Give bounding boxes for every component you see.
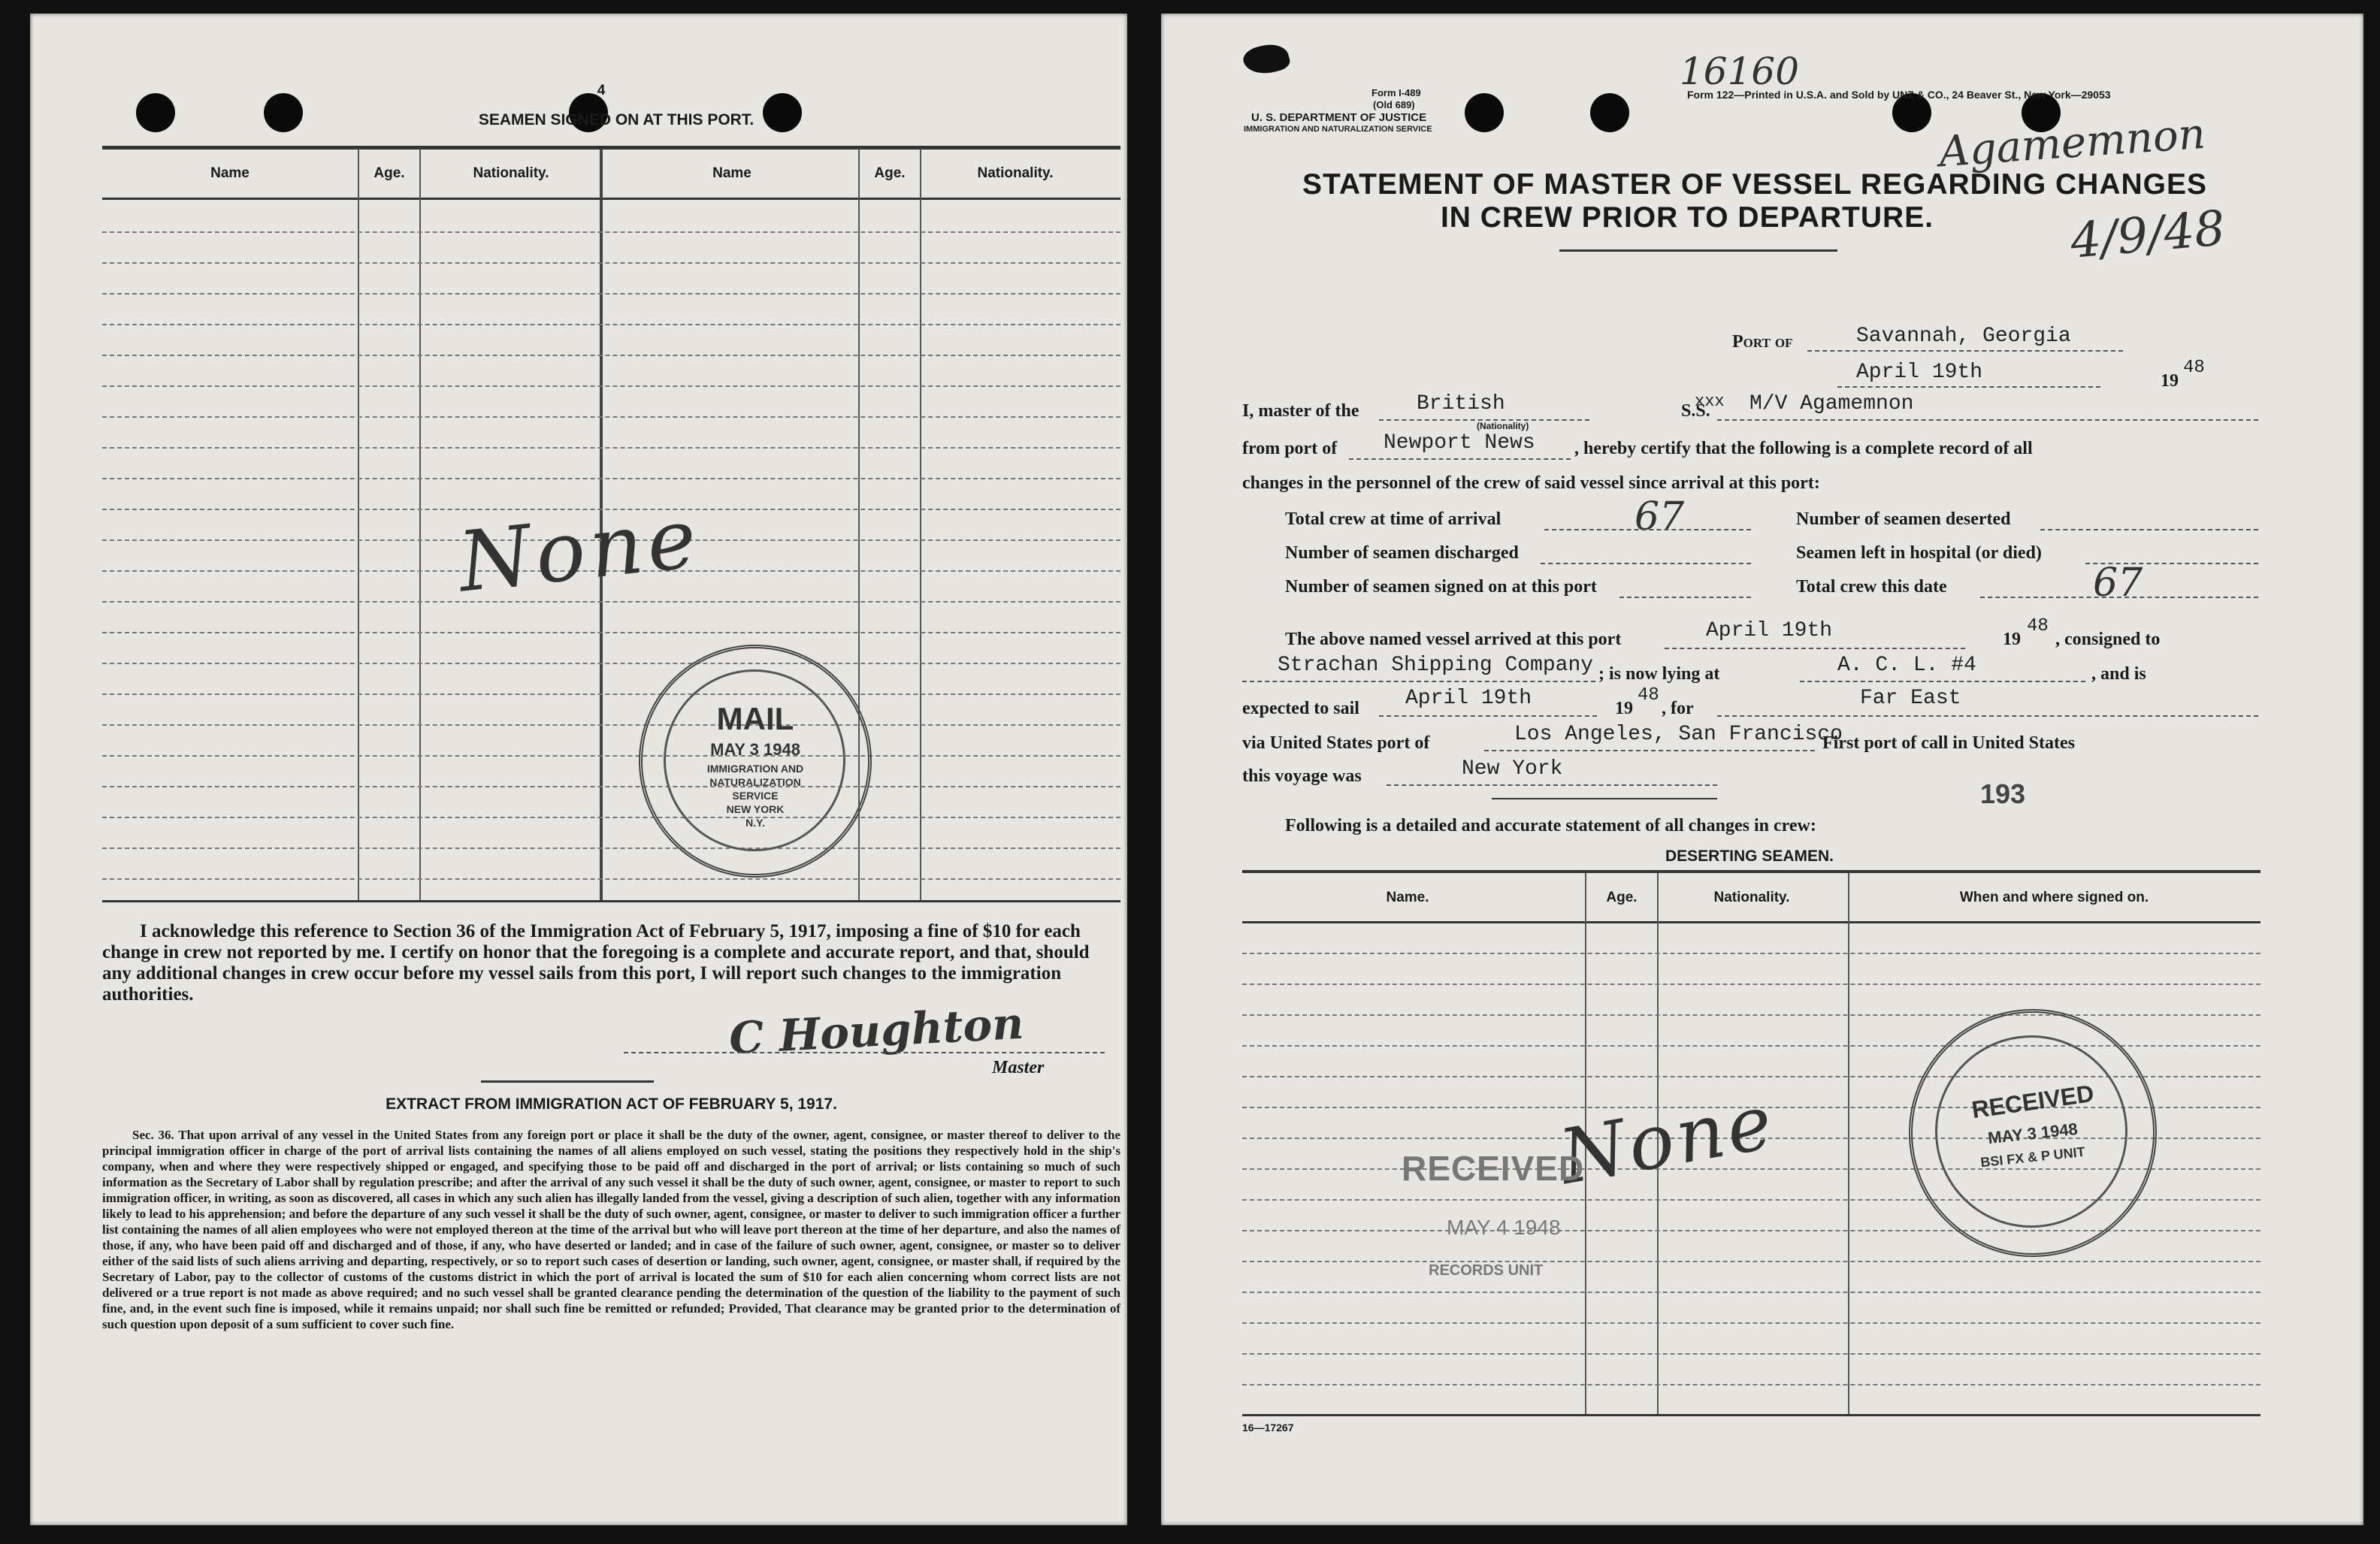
punch-hole [1465,93,1504,132]
table-row [102,416,1120,418]
deserting-table-bottom-rule [1242,1414,2261,1416]
table-row [102,817,1120,818]
stamp-line: NEW YORK [726,803,785,815]
ink-blot [1241,40,1292,79]
lying-label: ; is now lying at [1598,664,1720,684]
table-row [102,293,1120,295]
field-line [1484,750,1815,751]
column-header: Age. [874,165,906,181]
voyage-value: New York [1462,757,1563,781]
stamp-unit: BSI FX & P UNIT [1979,1144,2086,1171]
table-row [102,755,1120,757]
handwritten-none: None [1553,1077,1782,1202]
consigned-label: , consigned to [2055,630,2161,649]
table-row [102,601,1120,603]
table-row [102,663,1120,664]
field-line [1349,458,1571,460]
stamp-title: MAIL [716,701,794,736]
table-row [102,786,1120,787]
changes-text: changes in the personnel of the crew of said vessel since arrival at this port: [1242,473,1820,493]
table-header-rule [102,198,1120,200]
extract-text: Sec. 36. That upon arrival of any vessel in the United States from any foreign port or place it shall be the duty of the owner, agent, consignee, or master thereof to deliver to the principal immigration officer in charge of the port of arrival lists containing the names of all aliens employed on such vessel, stating the positions they respectively hold in the ship's company, when and where they were respectively shipped or engaged, and specifying those to be paid off and discharged in the port of arrival; or lists containing so much of such information as the Secretary of Labor shall by regulation prescribe; and after the arrival of any such vessel it shall be the duty of such owner, agent, consignee, or master to report to such immigration officer, in writing, as soon as discovered, all cases in which any such alien has illegally landed from the vessel, giving a description of such alien, together with any information likely to lead to his apprehension; and before the departure of any such vessel it shall be the duty of such owner, agent, consignee, or master to deliver to such immigration officer a further list containing the names of all alien employees who were not employed thereon at the time of the arrival but who will leave port thereon at the time of her departure, and also the names of those, if any, who have been paid off and discharged and of those, if any, who have deserted or landed; and in case of the failure of such owner, agent, consignee, or master so to deliver either of the said lists of such aliens arriving and departing, respectively, or so to report such cases of desertion or landing, such owner, agent, consignee, or master shall, if required by the Secretary of Labor, pay to the collector of customs of the customs district in which the port of arrival is located the sum of $10 for each alien concerning whom correct lists are not delivered or a true report is not made as above required; and no such vessel shall be granted clearance pending the determination of the question of the liability to the payment of such fine, and, in the event such fine is imposed, while it remains unpaid; nor shall such fine be remitted or refunded; Provided, That clearance may be granted prior to the determination of such question upon deposit of a sum sufficient to cover such fine. [102,1128,1120,1331]
stamp-line: SERVICE [732,790,779,802]
table-row [1242,1292,2261,1293]
nationality-caption: (Nationality) [1477,421,1529,431]
column-header: Nationality. [1713,890,1790,905]
handwritten-file-number: 16160 [1680,50,1800,93]
field-line [1619,597,1751,598]
column-header: Nationality. [977,165,1054,181]
column-divider [358,149,359,900]
nationality-value: British [1417,392,1505,415]
field-line [1541,563,1751,564]
left-page [30,14,1127,1525]
field-line [1717,715,2258,717]
sail-label: expected to sail [1242,699,1359,718]
column-header: Name [210,165,249,181]
port-label: Port of [1732,332,1793,352]
table-row [102,262,1120,264]
destination-value: Far East [1860,687,1961,710]
table-row [102,447,1120,449]
received-stamp-unit: RECORDS UNIT [1429,1262,1544,1279]
voyage-label: this voyage was [1242,766,1362,786]
department-name: U. S. DEPARTMENT OF JUSTICE [1251,111,1427,124]
table-row [102,632,1120,633]
vessel-value: M/V Agamemnon [1749,392,1914,415]
total-date-label: Total crew this date [1796,577,1947,597]
column-header: Name [712,165,751,181]
signed-on-label: Number of seamen signed on at this port [1285,577,1597,597]
handwritten-date: 4/9/48 [2068,201,2227,270]
field-line [1837,386,2100,388]
table-row [102,478,1120,479]
total-arrival-label: Total crew at time of arrival [1285,509,1501,529]
printer-note: Form 122—Printed in U.S.A. and Sold by UNZ & CO., 24 Beaver St., New York—29053 [1687,89,2111,101]
column-header: When and where signed on. [1959,890,2149,905]
table-row [102,848,1120,849]
arrived-value: April 19th [1706,619,1833,642]
field-line [1980,597,2258,598]
first-port-label: First port of call in United States [1822,733,2075,753]
field-line [2040,529,2258,530]
consignee-value: Strachan Shipping Company [1278,654,1594,677]
sail-value: April 19th [1405,687,1532,710]
mail-stamp [639,645,872,878]
certify-text: , hereby certify that the following is a complete record of all [1574,439,2033,458]
year-value: 48 [2183,358,2205,378]
stamp-line: IMMIGRATION AND [706,763,804,775]
field-line [1800,681,2085,682]
lying-value: A. C. L. #4 [1837,654,1976,677]
received-round-stamp [1909,1009,2157,1257]
table-row [1242,1261,2261,1262]
table-row [102,693,1120,695]
year-prefix: 19 [2161,371,2179,391]
column-divider [419,149,421,900]
master-label: Master [992,1058,1045,1077]
table-bottom-rule [102,900,1120,902]
handwritten-none: None [454,489,706,611]
table-row [102,231,1120,233]
field-line [1665,648,1965,649]
sail-year-prefix: 19 [1615,699,1633,718]
stamped-number: 193 [1980,778,2026,809]
form-title-line1: STATEMENT OF MASTER OF VESSEL REGARDING CHANGES [1302,168,2208,201]
stamp-line: N.Y. [745,817,765,829]
punch-hole [1590,93,1629,132]
ss-label: S.S. [1681,401,1710,421]
field-line [1379,715,1597,717]
form-old-number: (Old 689) [1373,99,1415,110]
received-stamp [1402,1148,1627,1343]
right-page [1161,14,2363,1525]
table-row [102,878,1120,880]
deserting-table-header-rule [1242,921,2261,923]
from-port-value: Newport News [1384,431,1535,455]
discharged-label: Number of seamen discharged [1285,543,1519,563]
punch-hole [264,93,303,132]
extract-title: EXTRACT FROM IMMIGRATION ACT OF FEBRUARY 5, 1917. [386,1095,837,1113]
for-label: , for [1662,699,1694,718]
via-label: via United States port of [1242,733,1430,753]
deserted-label: Number of seamen deserted [1796,509,2011,529]
arrived-year-prefix: 19 [2003,630,2021,649]
stamp-date: MAY 3 1948 [710,740,800,759]
acknowledgement-text: I acknowledge this reference to Section 36 of the Immigration Act of February 5, 1917, imposing a fine of $10 for each change in crew not reported by me. I certify on honor that the foregoing is a complete and accurate report, and that, should any additional changes in crew occur before my vessel sails from this port, I will report such changes to the immigration authorities. [102,921,1090,1005]
table-row [1242,984,2261,985]
table-row [102,385,1120,387]
table-row [102,724,1120,726]
table-row [102,324,1120,325]
title-underline [1559,249,1837,252]
arrived-year-value: 48 [2027,616,2049,636]
voyage-underline [1492,798,1717,799]
stamp-date: MAY 3 1948 [1987,1119,2079,1148]
hospital-label: Seamen left in hospital (or died) [1796,543,2042,563]
column-header: Age. [1606,890,1638,905]
via-value: Los Angeles, San Francisco [1514,723,1843,746]
table-row [1242,1384,2261,1385]
table-row [102,355,1120,356]
following-text: Following is a detailed and accurate statement of all changes in crew: [1285,816,1816,835]
received-stamp-date: MAY 4 1948 [1447,1216,1561,1239]
table-top-rule [102,146,1120,150]
form-footer: 16—17267 [1242,1422,1294,1434]
received-stamp-title: RECEIVED [1402,1149,1585,1188]
and-is-label: , and is [2091,664,2146,684]
handwritten-ship-name: Agamemnon [1937,109,2207,177]
port-value: Savannah, Georgia [1856,325,2071,348]
ss-strike: xxx [1695,392,1725,411]
field-line [1544,529,1751,530]
deserting-table-top-rule [1242,870,2261,873]
date-value: April 19th [1856,361,1983,384]
signature-line [624,1052,1105,1053]
field-line [1242,681,1595,682]
form-title-line2: IN CREW PRIOR TO DEPARTURE. [1440,201,1934,234]
field-line [1717,419,2258,421]
from-port-label: from port of [1242,439,1338,458]
column-divider [920,149,921,900]
stamp-title: RECEIVED [1970,1079,2096,1124]
extract-rule [481,1080,654,1083]
column-header: Name. [1386,890,1429,905]
arrived-label: The above named vessel arrived at this port [1285,630,1622,649]
stamp-line: NATURALIZATION [709,776,801,788]
punch-hole [136,93,175,132]
sail-year-value: 48 [1638,685,1659,706]
column-header: Age. [373,165,405,181]
page-number: 4 [597,83,606,98]
service-name: IMMIGRATION AND NATURALIZATION SERVICE [1244,125,1432,134]
total-arrival-value: 67 [1635,494,1685,539]
table-row [1242,1353,2261,1355]
table-row [1242,1322,2261,1324]
section-title: SEAMEN SIGNED ON AT THIS PORT. [478,111,755,128]
field-line [1807,350,2123,352]
table-row [1242,953,2261,954]
form-number: Form I-489 [1371,87,1421,98]
column-divider [1848,873,1849,1414]
master-of-label: I, master of the [1242,401,1359,421]
deserting-title: DESERTING SEAMEN. [1665,848,1834,865]
field-line [1387,784,1717,786]
column-header: Nationality. [473,165,549,181]
master-signature: C Houghton [727,997,1025,1065]
table-row [1242,1014,2261,1016]
total-date-value: 67 [2093,560,2143,606]
